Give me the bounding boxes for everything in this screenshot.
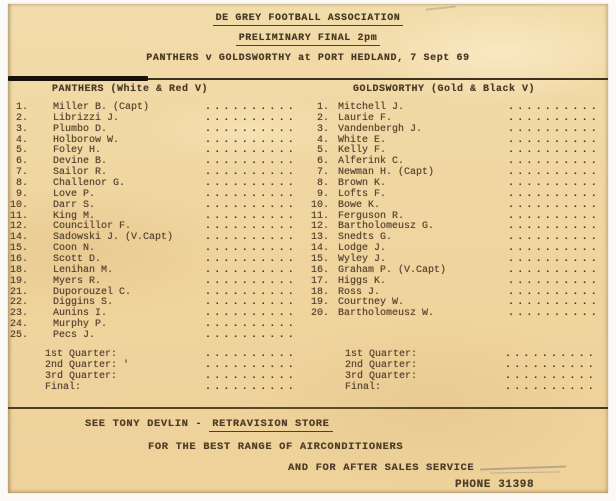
player-number: 4. [15, 134, 28, 146]
sponsor-line [85, 418, 333, 432]
player-name: White E. [338, 134, 387, 146]
score-dots: .......... [205, 264, 298, 276]
score-dots: .......... [508, 188, 601, 200]
player-number: 14. [310, 243, 329, 255]
player-number: 11. [310, 210, 329, 222]
player-number: 19. [9, 275, 28, 287]
player-number: 3. [316, 123, 329, 135]
player-name: Librizzi J. [53, 112, 120, 124]
player-name: Sailor R. [53, 167, 108, 179]
score-dots: .......... [205, 167, 298, 179]
score-dots: .......... [205, 112, 298, 124]
footer-divider-line [8, 407, 608, 409]
quarter-label: 3rd Quarter: [345, 371, 418, 382]
player-name: Darr S. [53, 199, 96, 211]
player-number: 7. [316, 167, 329, 179]
score-dots: .......... [508, 243, 601, 255]
score-dots: .......... [205, 178, 298, 190]
player-number: 8. [15, 178, 28, 190]
event-title-line [8, 33, 608, 46]
score-dots: .......... [205, 308, 298, 320]
document-header [8, 13, 608, 71]
score-dots: .......... [205, 199, 298, 211]
player-name: Wyley J. [338, 254, 387, 266]
player-number: 10. [310, 199, 329, 211]
player-name: Aunins I. [53, 308, 108, 320]
player-name: Coon N. [53, 243, 96, 255]
pencil-stroke [480, 465, 566, 470]
player-name: Lenihan M. [53, 264, 114, 276]
player-name: Murphy P. [53, 319, 108, 331]
team-header-panthers: PANTHERS (White & Red V) [52, 84, 209, 95]
score-dots: .......... [505, 360, 598, 371]
quarter-label: 2nd Quarter: [345, 360, 418, 371]
player-number: 2. [15, 112, 28, 124]
team-lists [8, 84, 608, 404]
player-number: 19. [310, 297, 329, 309]
player-row [309, 125, 608, 136]
player-number: 25. [9, 330, 28, 342]
quarter-row [45, 349, 297, 360]
quarter-rows [8, 349, 297, 393]
score-dots: .......... [508, 221, 601, 233]
header-divider-heavy-segment [8, 76, 148, 81]
association-title: DE GREY FOOTBALL ASSOCIATION [213, 13, 404, 26]
player-name: Higgs K. [338, 275, 387, 287]
sponsor-store-name: RETRAVISION STORE [209, 418, 332, 432]
player-name: Miller B. (Capt) [53, 102, 150, 113]
quarter-label: Final: [45, 382, 82, 393]
pencil-stroke [490, 471, 560, 473]
score-dots: .......... [505, 349, 598, 360]
score-dots: .......... [205, 243, 298, 255]
score-dots: .......... [205, 102, 298, 113]
player-number: 12. [310, 221, 329, 233]
player-name: Plumbo D. [53, 123, 108, 135]
score-dots: .......... [205, 210, 298, 222]
score-dots: .......... [205, 297, 298, 309]
score-dots: .......... [508, 178, 601, 190]
player-number: 1. [15, 102, 28, 113]
score-dots: .......... [508, 275, 601, 287]
player-number: 22. [9, 297, 28, 309]
quarter-row [45, 371, 297, 382]
player-name: Ferguson R. [338, 210, 405, 222]
player-name: Love P. [53, 188, 96, 200]
player-name: Holborow W. [53, 134, 120, 146]
player-name: Councillor F. [53, 221, 132, 233]
player-row [8, 125, 308, 136]
pencil-scribble [480, 465, 568, 475]
player-name: Graham P. (V.Capt) [338, 264, 447, 276]
player-row [8, 331, 308, 342]
player-number: 4. [316, 134, 329, 146]
player-number: 17. [310, 275, 329, 287]
player-number: 11. [9, 210, 28, 222]
score-dots: .......... [205, 319, 298, 331]
player-row [8, 277, 308, 288]
score-dots: .......... [508, 210, 601, 222]
score-dots: .......... [205, 123, 298, 135]
player-number: 12. [9, 221, 28, 233]
score-dots: .......... [508, 264, 601, 276]
player-name: Alferink C. [338, 156, 405, 168]
player-name: Lodge J. [338, 243, 387, 255]
player-number: 14. [9, 232, 28, 244]
score-dots: .......... [508, 308, 601, 320]
scanned-team-sheet [8, 4, 608, 493]
player-number: 5. [316, 145, 329, 157]
player-name: Ross J. [338, 286, 381, 298]
player-number: 7. [15, 167, 28, 179]
player-number: 6. [316, 156, 329, 168]
player-number: 9. [316, 188, 329, 200]
sponsor-contact: SEE TONY DEVLIN [85, 418, 189, 430]
score-dots: .......... [508, 199, 601, 211]
player-name: Bartholomeusz G. [338, 221, 435, 233]
quarter-label: 1st Quarter: [345, 349, 418, 360]
score-dots: .......... [508, 134, 601, 146]
match-line [8, 53, 608, 64]
player-name: Challenor G. [53, 178, 126, 190]
player-name: Devine B. [53, 156, 108, 168]
player-number: 5. [15, 145, 28, 157]
player-row [8, 201, 308, 212]
score-dots: .......... [205, 275, 298, 287]
player-name: Brown K. [338, 178, 387, 190]
score-dots: .......... [205, 382, 298, 393]
score-dots: .......... [508, 112, 601, 124]
quarter-label: 2nd Quarter: ' [45, 360, 130, 371]
player-number: 6. [15, 156, 28, 168]
score-dots: .......... [508, 102, 601, 113]
quarter-row [45, 360, 297, 371]
match-details: PANTHERS v GOLDSWORTHY at PORT HEDLAND, 7 Sept 69 [146, 53, 470, 64]
score-dots: .......... [508, 167, 601, 179]
player-number: 16. [9, 254, 28, 266]
player-name: Mitchell J. [338, 102, 405, 113]
player-number: 18. [9, 264, 28, 276]
team-column-panthers [8, 84, 308, 404]
player-number: 3. [15, 123, 28, 135]
score-dots: .......... [508, 156, 601, 168]
player-name: Sadowski J. (V.Capt) [53, 232, 174, 244]
player-row [309, 201, 608, 212]
player-number: 10. [9, 199, 28, 211]
sponsor-dash: - [195, 418, 203, 430]
quarter-label: 3rd Quarter: [45, 371, 118, 382]
player-row [309, 309, 608, 320]
score-dots: .......... [508, 297, 601, 309]
event-title: PRELIMINARY FINAL 2pm [236, 33, 381, 46]
score-dots: .......... [205, 221, 298, 233]
score-dots: .......... [205, 188, 298, 200]
score-dots: .......... [508, 123, 601, 135]
player-name: Myers R. [53, 275, 102, 287]
sponsor-slogan-2: AND FOR AFTER SALES SERVICE [288, 462, 475, 474]
score-dots: .......... [205, 371, 298, 382]
player-name: Duporouzel C. [53, 286, 132, 298]
quarter-row [45, 382, 297, 393]
player-number: 23. [9, 308, 28, 320]
quarter-row [345, 371, 597, 382]
score-dots: .......... [205, 134, 298, 146]
player-name: Kelly F. [338, 145, 387, 157]
score-dots: .......... [205, 286, 298, 298]
player-name: Diggins S. [53, 297, 114, 309]
quarter-rows [309, 349, 597, 393]
player-name: Bowe K. [338, 199, 381, 211]
player-name: Newman H. (Capt) [338, 167, 435, 179]
score-dots: .......... [505, 371, 598, 382]
player-name: King M. [53, 210, 96, 222]
score-dots: .......... [205, 330, 298, 342]
score-dots: .......... [508, 286, 601, 298]
score-dots: .......... [205, 254, 298, 266]
player-rows [8, 103, 308, 342]
score-dots: .......... [508, 232, 601, 244]
player-name: Laurie F. [338, 112, 393, 124]
player-name: Pecs J. [53, 330, 96, 342]
player-name: Foley H. [53, 145, 102, 157]
sponsor-phone: PHONE 31398 [455, 479, 535, 491]
player-number: 13. [310, 232, 329, 244]
quarter-row [345, 382, 597, 393]
player-number: 15. [9, 243, 28, 255]
score-dots: .......... [205, 156, 298, 168]
player-number: 15. [310, 254, 329, 266]
player-name: Lofts F. [338, 188, 387, 200]
player-name: Snedts G. [338, 232, 393, 244]
player-number: 9. [15, 188, 28, 200]
player-number: 2. [316, 112, 329, 124]
score-dots: .......... [205, 232, 298, 244]
quarter-row [345, 360, 597, 371]
player-number: 1. [316, 102, 329, 113]
association-title-line [8, 13, 608, 26]
quarter-label: Final: [345, 382, 382, 393]
score-dots: .......... [508, 254, 601, 266]
player-number: 21. [9, 286, 28, 298]
player-name: Vandenbergh J. [338, 123, 423, 135]
score-dots: .......... [205, 145, 298, 157]
score-dots: .......... [508, 145, 601, 157]
player-name: Courtney W. [338, 297, 405, 309]
player-number: 18. [310, 286, 329, 298]
score-dots: .......... [505, 382, 598, 393]
team-column-goldsworthy [309, 84, 608, 404]
score-dots: .......... [205, 349, 298, 360]
player-number: 16. [310, 264, 329, 276]
player-row [309, 277, 608, 288]
quarter-row [345, 349, 597, 360]
player-rows [309, 103, 608, 320]
sponsor-slogan-1: FOR THE BEST RANGE OF AIRCONDITIONERS [148, 441, 404, 453]
player-number: 20. [310, 308, 329, 320]
player-number: 8. [316, 178, 329, 190]
player-number: 24. [9, 319, 28, 331]
player-name: Bartholomeusz W. [338, 308, 435, 320]
player-name: Scott D. [53, 254, 102, 266]
team-header-goldsworthy: GOLDSWORTHY (Gold & Black V) [353, 84, 536, 95]
quarter-label: 1st Quarter: [45, 349, 118, 360]
score-dots: .......... [205, 360, 298, 371]
